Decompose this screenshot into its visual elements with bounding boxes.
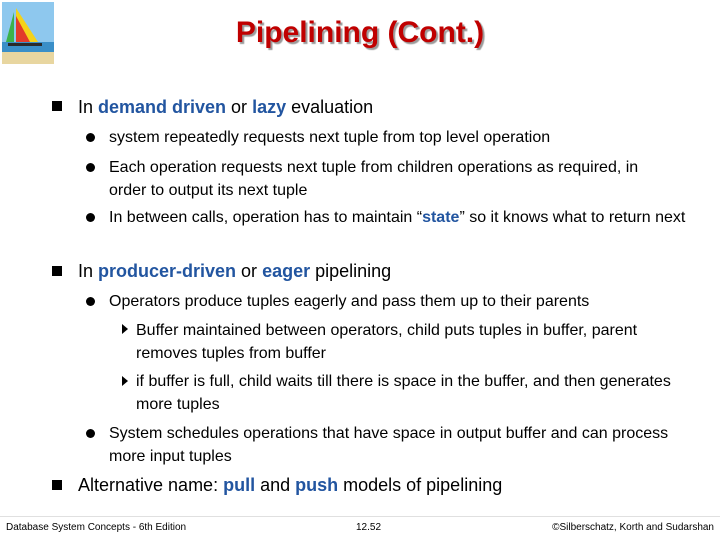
footer-book-title: Database System Concepts - 6th Edition [6, 522, 187, 533]
sub-bullet-repeated-requests: system repeatedly requests next tuple from top level operation [109, 129, 551, 146]
term-state: state [422, 209, 460, 226]
subsub-bullet-buffer-full: if buffer is full, child waits till there is space in the buffer, and then generates more tuples [136, 373, 671, 413]
square-bullet-icon [52, 101, 62, 111]
footer-copyright: ©Silberschatz, Korth and Sudarshan [552, 522, 714, 533]
sub-bullet-each-operation: Each operation requests next tuple from children operations as required, in order to output its next tuple [109, 159, 639, 199]
footer-slide-number: 12.52 [356, 522, 382, 533]
square-bullet-icon [52, 266, 62, 276]
round-bullet-icon [86, 133, 95, 142]
arrow-bullet-icon [122, 376, 128, 386]
sub-bullet-operators-produce: Operators produce tuples eagerly and pass them up to their parents [109, 293, 590, 310]
round-bullet-icon [86, 429, 95, 438]
bullet-alternative-name: Alternative name: pull and push models of pipelining [78, 475, 503, 495]
slide-title: Pipelining (Cont.) [235, 16, 485, 49]
subsub-bullet-buffer-maintained: Buffer maintained between operators, child puts tuples in buffer, parent removes tuples from buffer [136, 322, 638, 362]
round-bullet-icon [86, 213, 95, 222]
arrow-bullet-icon [122, 324, 128, 334]
bullet-demand-driven: In demand driven or lazy evaluation [78, 97, 374, 117]
sub-bullet-system-schedules: System schedules operations that have space in output buffer and can process more input tuples [109, 425, 669, 465]
footer-divider [0, 516, 720, 517]
round-bullet-icon [86, 163, 95, 172]
term-lazy: lazy [252, 97, 287, 117]
term-demand-driven: demand driven [98, 97, 227, 117]
term-producer-driven: producer-driven [98, 261, 237, 281]
term-pull: pull [223, 475, 256, 495]
term-eager: eager [262, 261, 311, 281]
bullet-producer-driven: In producer-driven or eager pipelining [78, 261, 392, 281]
square-bullet-icon [52, 480, 62, 490]
term-push: push [295, 475, 339, 495]
round-bullet-icon [86, 297, 95, 306]
sub-bullet-maintain-state: In between calls, operation has to maintain “state” so it knows what to return next [109, 209, 686, 226]
